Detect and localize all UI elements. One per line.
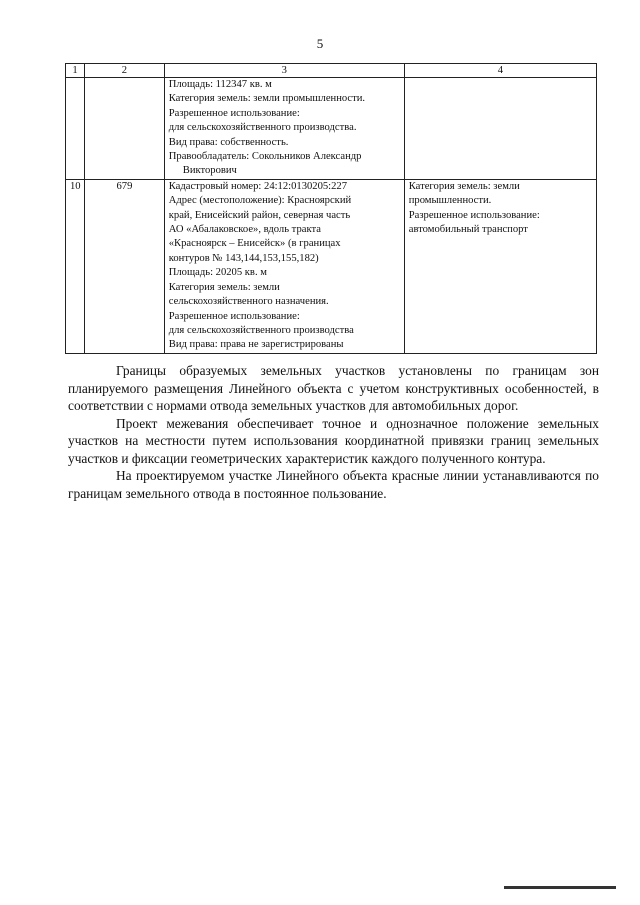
description-line: Разрешенное использование: — [168, 107, 300, 119]
scan-edge-mark — [504, 886, 616, 889]
paragraph: Проект межевания обеспечивает точное и однозначное положение земельных участков на местности путем использования координатной привязки границ земельных участков и фиксации геометрических характеристик каждого полученного контура. — [68, 415, 599, 466]
description-line: Площадь: 20205 кв. м — [168, 267, 267, 279]
plot-number-cell — [85, 78, 165, 180]
description-line: сельскохозяйственного назначения. — [168, 296, 329, 308]
category-line: Категория земель: земли — [408, 180, 520, 192]
description-line: край, Енисейский район, северная часть — [168, 209, 351, 221]
table-header-cell: 3 — [164, 64, 404, 78]
body-text — [68, 362, 599, 502]
description-line: Разрешенное использование: — [168, 310, 300, 322]
table-header-cell: 4 — [404, 64, 596, 78]
description-line: Категория земель: земли промышленности. — [168, 93, 366, 105]
description-line: контуров № 143,144,153,155,182) — [168, 252, 319, 264]
description-line: для сельскохозяйственного производства — [168, 324, 354, 336]
table-header-row — [66, 64, 597, 78]
category-line: промышленности. — [408, 195, 492, 207]
target-category-cell — [404, 179, 596, 353]
table-row — [66, 179, 597, 353]
page-number: 5 — [316, 36, 324, 51]
table-header-cell: 2 — [85, 64, 165, 78]
plot-number-cell: 679 — [85, 179, 165, 353]
table-header-cell: 1 — [66, 64, 85, 78]
plot-description-cell — [164, 179, 404, 353]
paragraph: Границы образуемых земельных участков установлены по границам зон планируемого размещения Линейного объекта с учетом конструктивных особенностей, в соответствии с нормами отвода земельных участков для автомобильных дорог. — [68, 363, 599, 413]
description-line: «Красноярск – Енисейск» (в границах — [168, 238, 341, 250]
description-line: Правообладатель: Сокольников Александр — [168, 151, 362, 163]
description-line: Площадь: 112347 кв. м — [168, 79, 272, 90]
description-line: АО «Абалаковское», вдоль тракта — [168, 224, 321, 236]
target-category-cell — [404, 78, 596, 180]
description-line: Викторович — [182, 165, 237, 177]
plot-description-cell — [164, 78, 404, 180]
description-line: Адрес (местоположение): Красноярский — [168, 195, 352, 207]
description-line: Категория земель: земли — [168, 281, 280, 293]
description-line: Кадастровый номер: 24:12:0130205:227 — [168, 180, 348, 192]
row-number-cell: 10 — [66, 179, 85, 353]
description-line: для сельскохозяйственного производства. — [168, 122, 357, 134]
description-line: Вид права: права не зарегистрированы — [168, 339, 344, 351]
paragraph: На проектируемом участке Линейного объекта красные линии устанавливаются по границам земельного отвода в постоянное пользование. — [68, 468, 599, 501]
table-row — [66, 78, 597, 180]
row-number-cell — [66, 78, 85, 180]
category-line: автомобильный транспорт — [408, 224, 528, 236]
land-plots-table — [65, 63, 597, 354]
description-line: Вид права: собственность. — [168, 136, 289, 148]
category-line: Разрешенное использование: — [408, 209, 540, 221]
